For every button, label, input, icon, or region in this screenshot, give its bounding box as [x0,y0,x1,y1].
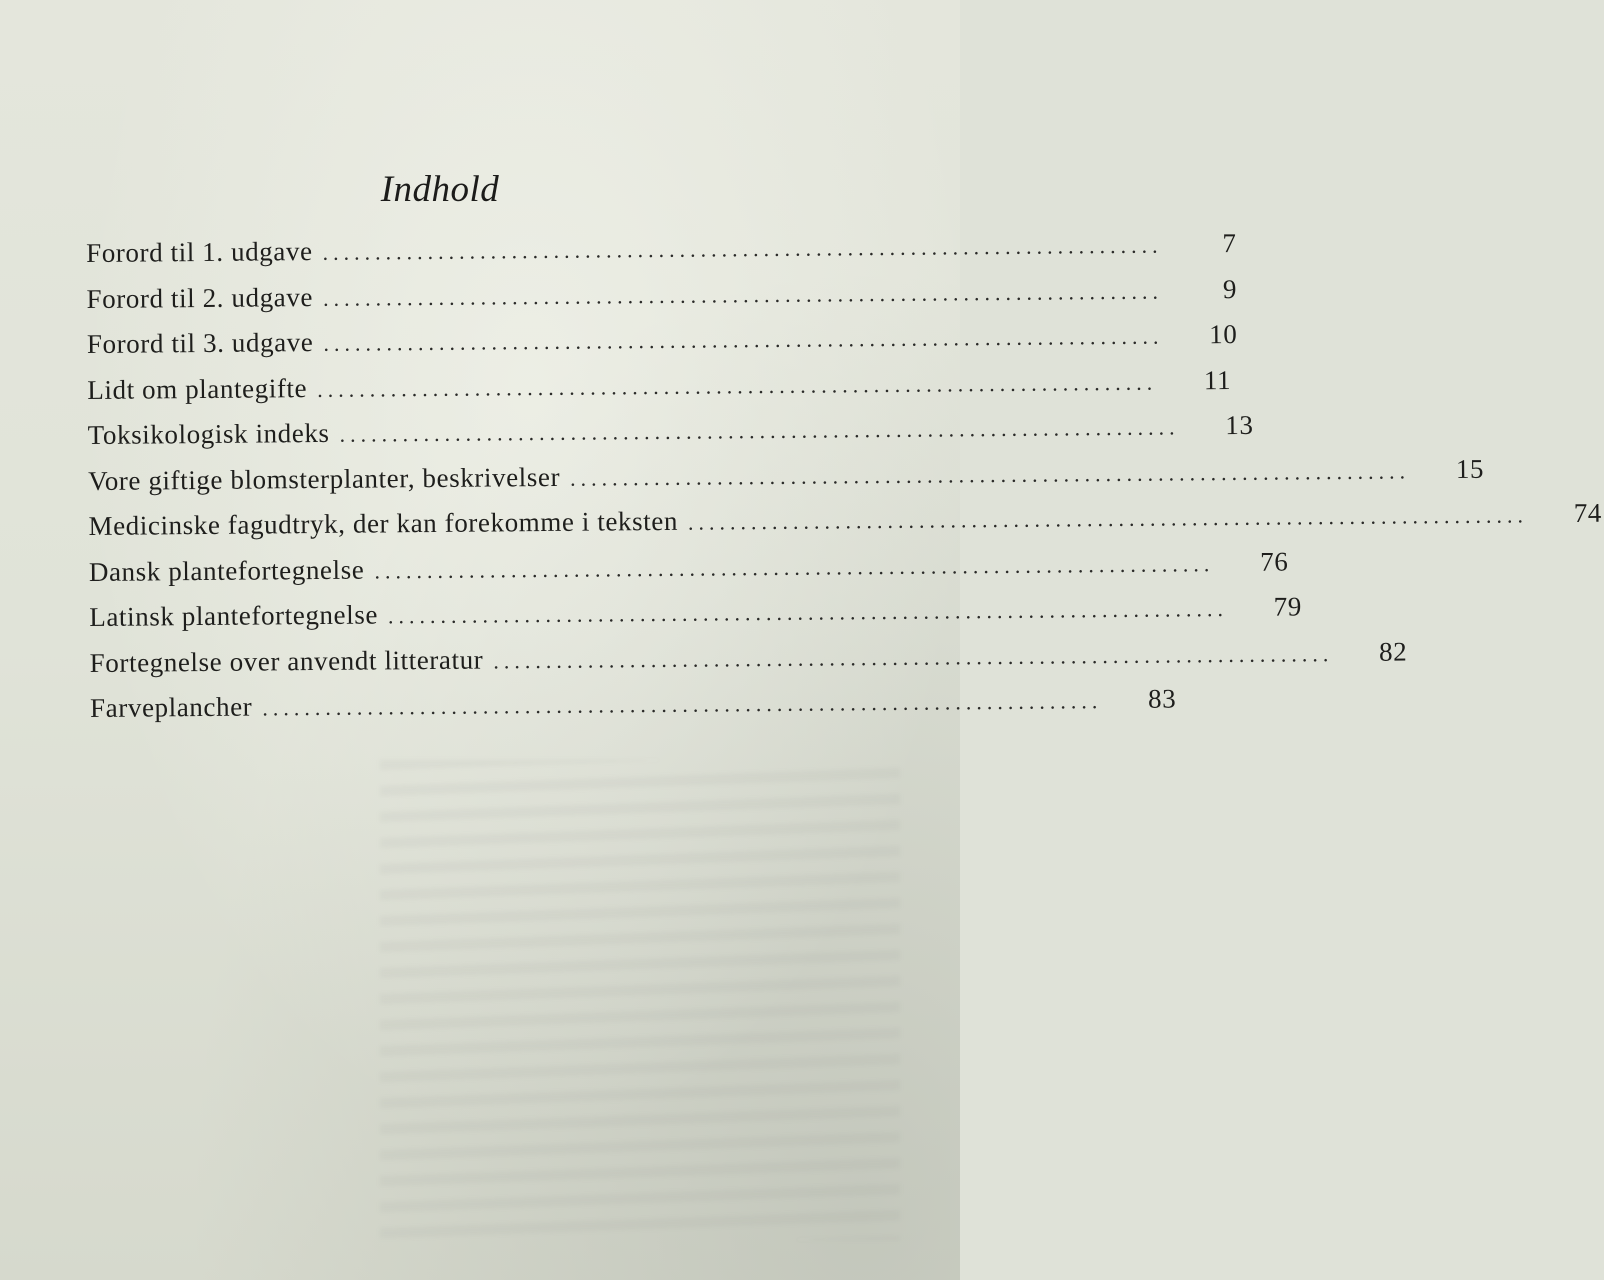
toc-heading: Indhold [380,169,500,210]
toc-entry-label: Medicinske fagudtryk, der kan forekomme i teksten [88,505,679,541]
toc-entry-page: 74 [1573,497,1603,529]
toc-entry-label: Forord til 2. udgave [86,281,314,314]
toc-entry-label: Lidt om plantegifte [87,372,308,405]
table-of-contents [86,227,1603,739]
leader-dots: ................................................................................ [323,323,1164,356]
toc-entry [88,497,1603,557]
toc-entry [87,453,1485,511]
show-through-shadow [380,760,900,1240]
leader-dots: ................................................................................ [262,688,1103,721]
toc-entry [86,273,1238,329]
toc-entry [89,683,1177,739]
leader-dots: ................................................................................ [374,550,1215,583]
leader-dots: ................................................................................ [387,596,1229,629]
toc-entry-page: 79 [1273,591,1303,622]
toc-entry-label: Dansk plantefortegnelse [88,554,365,587]
toc-entry-page: 13 [1225,409,1254,441]
toc-entry-label: Forord til 3. udgave [86,327,314,359]
toc-entry-page: 10 [1209,318,1238,350]
toc-entry [87,409,1254,466]
toc-entry-label: Forord til 1. udgave [86,236,313,268]
leader-dots: ................................................................................ [570,457,1411,491]
toc-entry-page: 9 [1222,273,1238,304]
toc-entry-label: Farveplancher [89,691,253,723]
leader-dots: ................................................................................ [493,640,1334,673]
leader-dots: ................................................................................ [322,232,1163,265]
toc-entry [86,318,1238,375]
toc-entry [88,546,1289,602]
toc-entry-page: 7 [1222,227,1237,259]
leader-dots: ................................................................................ [317,369,1158,402]
leader-dots: ................................................................................ [687,502,1529,535]
toc-entry-label: Vore giftige blomsterplanter, beskrivelser [87,461,561,496]
toc-entry-page: 11 [1203,364,1232,395]
toc-entry-label: Latinsk plantefortegnelse [89,599,379,632]
toc-entry [86,227,1237,284]
toc-entry-label: Fortegnelse over anvendt litteratur [89,644,484,678]
toc-entry [87,364,1232,420]
toc-entry [89,635,1408,693]
leader-dots: ................................................................................ [322,278,1164,311]
toc-entry [89,591,1303,648]
leader-dots: ................................................................................ [339,414,1180,447]
toc-entry-page: 15 [1455,453,1485,484]
toc-entry-page: 83 [1147,683,1177,714]
toc-entry-page: 82 [1378,635,1408,667]
toc-entry-page: 76 [1260,546,1289,577]
toc-entry-label: Toksikologisk indeks [87,417,330,450]
